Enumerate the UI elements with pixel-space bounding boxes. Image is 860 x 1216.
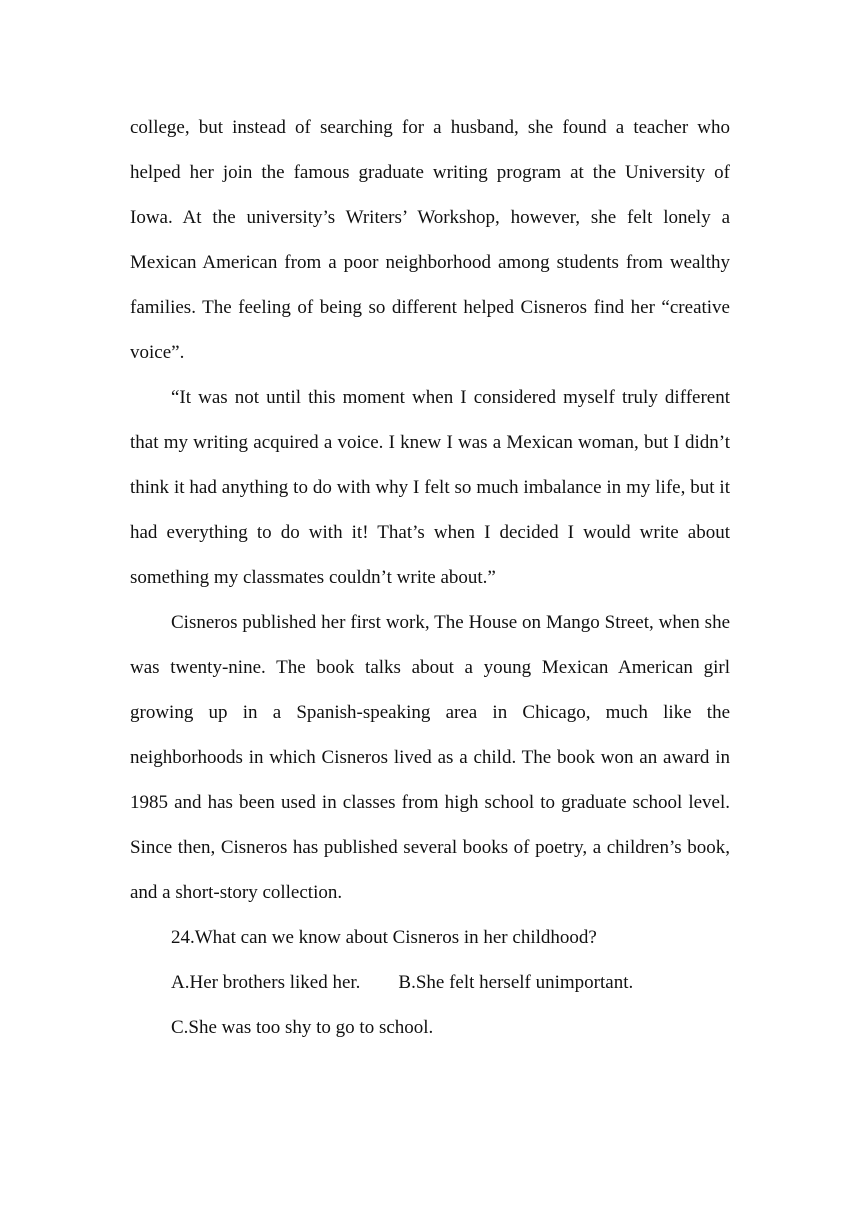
- passage-paragraph-2: “It was not until this moment when I considered myself truly different that my writing acquired a voice. I knew I was a Mexican woman, but I didn’t think it had anything to do with why I felt so much imbalance in my life, but it had everything to do with it! That’s when I decided I would write about something my classmates couldn’t write about.”: [130, 387, 730, 588]
- options-row-2: [130, 1005, 730, 1050]
- document-page: [130, 105, 730, 1050]
- option-c: C.She was too shy to go to school.: [171, 1017, 434, 1038]
- option-b: B.She felt herself unimportant.: [398, 972, 634, 993]
- question-stem: 24.What can we know about Cisneros in her childhood?: [171, 927, 597, 948]
- passage-paragraph-3: Cisneros published her first work, The House on Mango Street, when she was twenty-nine. The book talks about a young Mexican American girl growing up in a Spanish-speaking area in Chicago, much like the neighborhoods in which Cisneros lived as a child. The book won an award in 1985 and has been used in classes from high school to graduate school level. Since then, Cisneros has published several books of poetry, a children’s book, and a short-story collection.: [130, 612, 730, 903]
- passage-paragraph-1: college, but instead of searching for a husband, she found a teacher who helped her join the famous graduate writing program at the University of Iowa. At the university’s Writers’ Workshop, however, she felt lonely a Mexican American from a poor neighborhood among students from wealthy families. The feeling of being so different helped Cisneros find her “creative voice”.: [130, 117, 730, 363]
- options-row-1: [130, 960, 730, 1005]
- option-a: A.Her brothers liked her.: [171, 972, 361, 993]
